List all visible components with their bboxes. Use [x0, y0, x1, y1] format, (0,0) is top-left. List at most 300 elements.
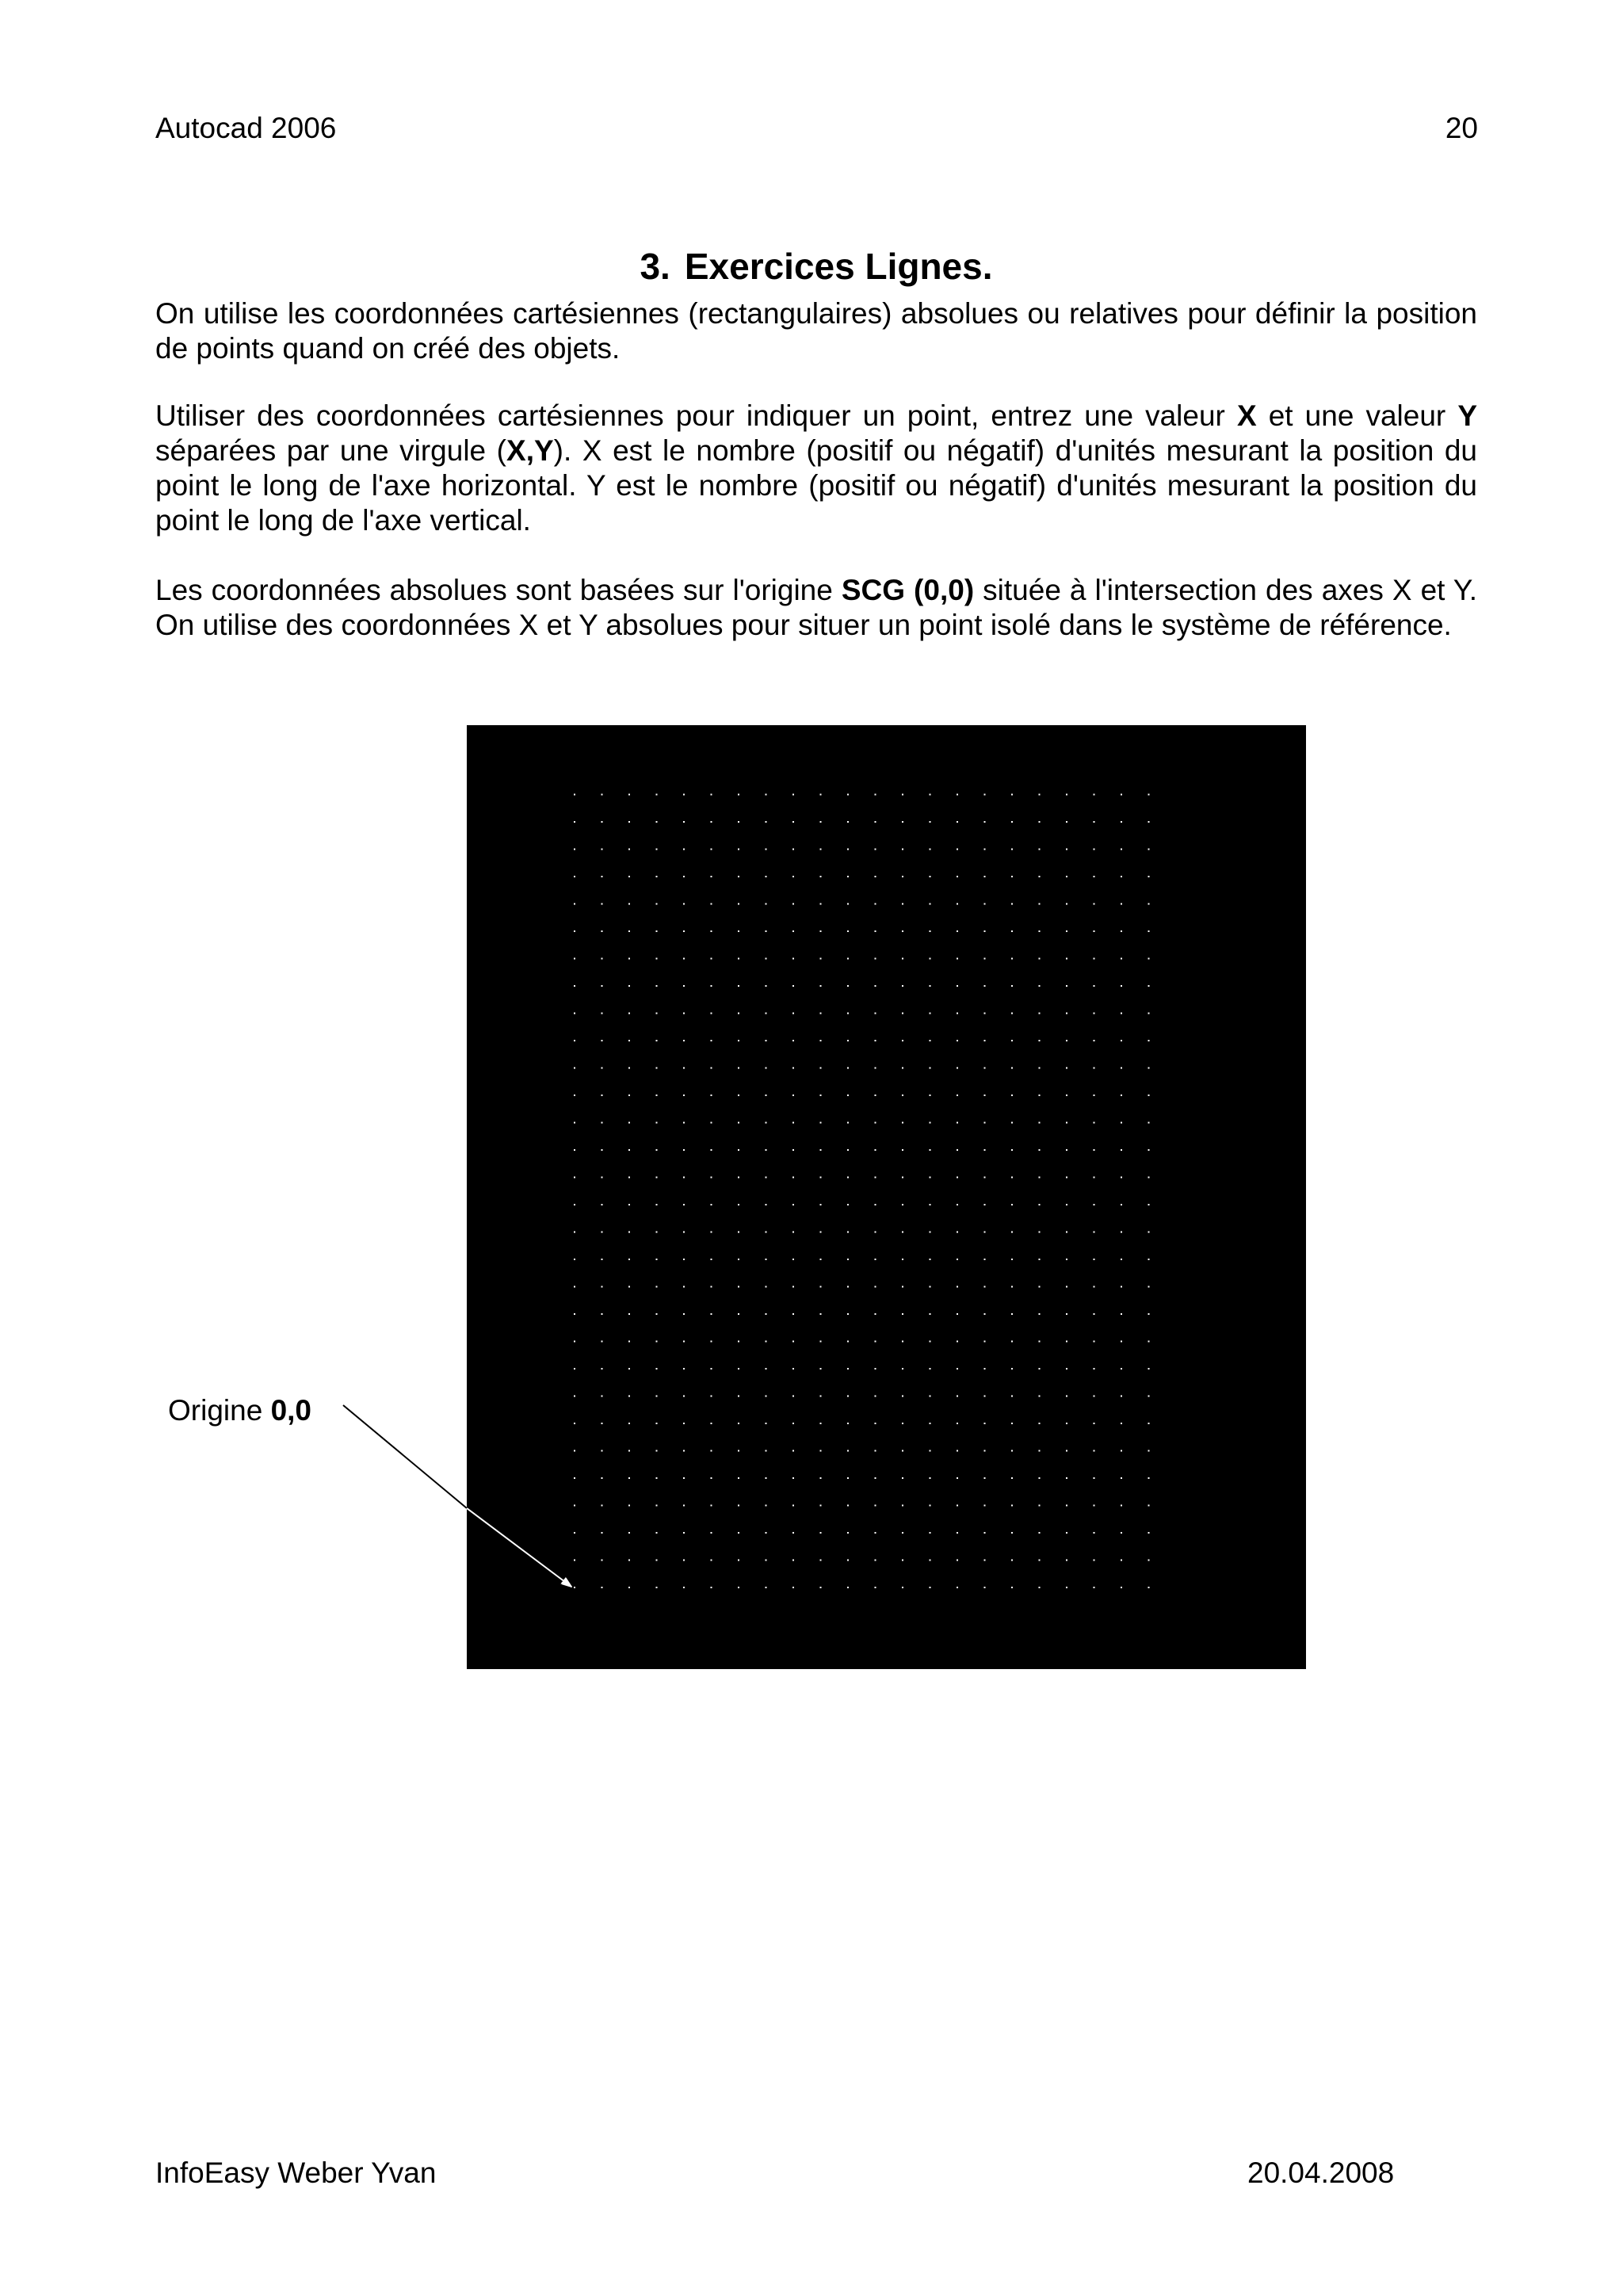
grid-dot	[656, 1423, 658, 1424]
grid-dot	[957, 1177, 958, 1179]
grid-dot	[601, 1396, 603, 1397]
grid-dot	[628, 1341, 630, 1343]
grid-dot	[1011, 849, 1013, 850]
grid-dot	[902, 1423, 903, 1424]
grid-dot	[574, 1450, 575, 1452]
grid-dot	[1039, 1259, 1041, 1260]
grid-dot	[766, 1040, 767, 1041]
grid-dot	[711, 849, 712, 850]
grid-dot	[957, 1450, 958, 1452]
grid-dot	[1121, 1313, 1122, 1315]
page-number: 20	[1445, 112, 1478, 144]
grid-dot	[683, 904, 685, 905]
grid-dot	[792, 1149, 794, 1151]
grid-dot	[902, 1286, 903, 1288]
grid-dot	[984, 1122, 986, 1124]
grid-dot	[792, 958, 794, 960]
grid-dot	[738, 1368, 739, 1370]
grid-dot	[1039, 1560, 1041, 1561]
grid-dot	[738, 1313, 739, 1315]
grid-dot	[656, 821, 658, 823]
grid-dot	[1094, 985, 1095, 987]
grid-dot	[628, 1259, 630, 1260]
grid-dot	[820, 1095, 822, 1096]
grid-dot	[711, 1068, 712, 1069]
grid-dot	[984, 849, 986, 850]
grid-dot	[711, 1313, 712, 1315]
grid-dot	[820, 985, 822, 987]
grid-dot	[628, 1286, 630, 1288]
grid-dot	[875, 1149, 876, 1151]
grid-dot	[820, 794, 822, 796]
grid-dot	[711, 1396, 712, 1397]
grid-dot	[738, 1423, 739, 1424]
grid-dot	[1148, 1149, 1150, 1151]
grid-dot	[1121, 1450, 1122, 1452]
grid-dot	[766, 904, 767, 905]
grid-dot	[738, 876, 739, 877]
grid-dot	[711, 876, 712, 877]
grid-dot	[930, 958, 931, 960]
grid-dot	[1066, 1423, 1067, 1424]
grid-dot	[1011, 904, 1013, 905]
grid-dot	[930, 1532, 931, 1534]
grid-dot	[574, 930, 575, 932]
grid-dot	[574, 1286, 575, 1288]
grid-dot	[930, 1149, 931, 1151]
grid-dot	[957, 821, 958, 823]
grid-dot	[656, 876, 658, 877]
grid-dot	[1011, 1368, 1013, 1370]
grid-dot	[792, 876, 794, 877]
grid-dot	[930, 1204, 931, 1205]
grid-dot	[957, 1286, 958, 1288]
grid-dot	[1148, 794, 1150, 796]
grid-dot	[601, 904, 603, 905]
grid-dot	[1148, 1068, 1150, 1069]
grid-dot	[792, 1423, 794, 1424]
grid-dot	[847, 1204, 849, 1205]
grid-dot	[1094, 1204, 1095, 1205]
grid-dot	[792, 1177, 794, 1179]
grid-dot	[1148, 1532, 1150, 1534]
grid-dot	[683, 1122, 685, 1124]
grid-dot	[574, 958, 575, 960]
grid-dot	[628, 1095, 630, 1096]
grid-dot	[792, 1341, 794, 1343]
grid-dot	[738, 1341, 739, 1343]
grid-dot	[1066, 849, 1067, 850]
grid-dot	[601, 1204, 603, 1205]
grid-dot	[683, 1313, 685, 1315]
grid-dot	[1094, 1177, 1095, 1179]
grid-dot	[766, 1149, 767, 1151]
grid-dot	[1148, 1450, 1150, 1452]
grid-dot	[628, 1450, 630, 1452]
grid-dot	[1011, 794, 1013, 796]
grid-dot	[1011, 1068, 1013, 1069]
grid-dot	[1039, 1587, 1041, 1588]
grid-dot	[628, 930, 630, 932]
grid-dot	[792, 1313, 794, 1315]
grid-dot	[1066, 1396, 1067, 1397]
grid-dot	[1094, 1040, 1095, 1041]
grid-dot	[1094, 821, 1095, 823]
grid-dot	[711, 1587, 712, 1588]
grid-dot	[984, 1204, 986, 1205]
grid-dot	[792, 1560, 794, 1561]
grid-dot	[628, 1313, 630, 1315]
grid-dot	[574, 794, 575, 796]
grid-dot	[711, 1122, 712, 1124]
grid-dot	[711, 1560, 712, 1561]
grid-dot	[601, 1232, 603, 1233]
grid-dot	[957, 849, 958, 850]
grid-dot	[847, 849, 849, 850]
paragraph-cartesian-text-b: et une valeur	[1256, 399, 1458, 432]
grid-dot	[711, 1423, 712, 1424]
grid-dot	[1094, 1122, 1095, 1124]
grid-dot	[1039, 1068, 1041, 1069]
grid-dot	[847, 1013, 849, 1014]
footer-author: InfoEasy Weber Yvan	[155, 2157, 437, 2189]
grid-dot	[957, 1368, 958, 1370]
grid-dot	[1094, 1532, 1095, 1534]
grid-dot	[902, 1232, 903, 1233]
grid-dot	[957, 1505, 958, 1507]
grid-dot	[1148, 1587, 1150, 1588]
grid-dot	[847, 930, 849, 932]
grid-dot	[1094, 1313, 1095, 1315]
grid-dot	[628, 1587, 630, 1588]
grid-dot	[1148, 930, 1150, 932]
grid-dot	[902, 1122, 903, 1124]
grid-dot	[574, 821, 575, 823]
grid-dot	[683, 1587, 685, 1588]
grid-dot	[1148, 849, 1150, 850]
grid-dot	[601, 1560, 603, 1561]
grid-dot	[1039, 1450, 1041, 1452]
grid-dot	[930, 1505, 931, 1507]
grid-dot	[656, 985, 658, 987]
grid-dot	[1148, 1341, 1150, 1343]
grid-dot	[738, 1505, 739, 1507]
grid-dot	[683, 1286, 685, 1288]
grid-dot	[628, 849, 630, 850]
grid-dot	[792, 930, 794, 932]
grid-dot	[574, 1040, 575, 1041]
grid-dot	[601, 1040, 603, 1041]
grid-dot	[1094, 1368, 1095, 1370]
grid-dot	[957, 1013, 958, 1014]
grid-dot	[1039, 1313, 1041, 1315]
grid-dot	[601, 1259, 603, 1260]
grid-dot	[738, 1532, 739, 1534]
grid-dot	[930, 1450, 931, 1452]
grid-dot	[984, 1532, 986, 1534]
grid-dot	[738, 1040, 739, 1041]
grid-dot	[875, 1368, 876, 1370]
grid-dot	[1011, 1313, 1013, 1315]
grid-dot	[1066, 1341, 1067, 1343]
grid-dot	[1094, 1095, 1095, 1096]
header-title: Autocad 2006	[155, 112, 337, 144]
grid-dot	[766, 876, 767, 877]
grid-dot	[902, 1149, 903, 1151]
grid-dot	[847, 904, 849, 905]
grid-dot	[1066, 930, 1067, 932]
grid-dot	[902, 1013, 903, 1014]
grid-dot	[1066, 1560, 1067, 1561]
grid-dot	[738, 1068, 739, 1069]
grid-dot	[1011, 985, 1013, 987]
grid-dot	[820, 1286, 822, 1288]
grid-dot	[574, 1204, 575, 1205]
grid-dot	[1039, 1423, 1041, 1424]
grid-dot	[820, 821, 822, 823]
grid-dot	[1094, 1068, 1095, 1069]
grid-dot	[1066, 1313, 1067, 1315]
grid-dot	[875, 1259, 876, 1260]
grid-dot	[1039, 849, 1041, 850]
grid-dot	[656, 930, 658, 932]
grid-dot	[1011, 1204, 1013, 1205]
grid-dot	[984, 1177, 986, 1179]
grid-dot	[711, 1259, 712, 1260]
grid-dot	[738, 1122, 739, 1124]
grid-dot	[820, 1587, 822, 1588]
grid-dot	[792, 1286, 794, 1288]
grid-dot	[820, 930, 822, 932]
grid-dot	[683, 1532, 685, 1534]
grid-dot	[930, 849, 931, 850]
grid-dot	[683, 821, 685, 823]
grid-dot	[875, 1177, 876, 1179]
grid-dot	[957, 1423, 958, 1424]
grid-dot	[902, 1532, 903, 1534]
grid-dot	[574, 1560, 575, 1561]
grid-dot	[957, 1560, 958, 1561]
grid-dot	[902, 1450, 903, 1452]
grid-dot	[1094, 1450, 1095, 1452]
grid-dot	[1039, 1122, 1041, 1124]
grid-dot	[656, 958, 658, 960]
grid-dot	[766, 1560, 767, 1561]
grid-dot	[1039, 821, 1041, 823]
grid-dot	[766, 1341, 767, 1343]
origin-label-text: Origine	[168, 1394, 271, 1427]
grid-dot	[738, 958, 739, 960]
grid-dot	[820, 1505, 822, 1507]
grid-dot	[711, 1505, 712, 1507]
grid-dot	[902, 1040, 903, 1041]
grid-dot	[683, 1560, 685, 1561]
grid-dot	[656, 1477, 658, 1479]
grid-dot	[930, 985, 931, 987]
grid-dot	[1011, 876, 1013, 877]
grid-dot	[957, 794, 958, 796]
grid-dot	[601, 1313, 603, 1315]
grid-dot	[766, 1177, 767, 1179]
grid-dot	[792, 1122, 794, 1124]
grid-dot	[902, 1587, 903, 1588]
grid-dot	[792, 794, 794, 796]
grid-dot	[601, 794, 603, 796]
grid-dot	[766, 958, 767, 960]
grid-dot	[656, 1232, 658, 1233]
grid-dot	[656, 1313, 658, 1315]
grid-dot	[1094, 1259, 1095, 1260]
grid-dot	[902, 1259, 903, 1260]
grid-dot	[683, 1477, 685, 1479]
grid-dot	[1148, 1368, 1150, 1370]
grid-dot	[847, 1122, 849, 1124]
grid-dot	[711, 1177, 712, 1179]
grid-dot	[847, 1149, 849, 1151]
grid-dot	[628, 876, 630, 877]
grid-dot	[1121, 1122, 1122, 1124]
grid-dot	[656, 1396, 658, 1397]
grid-dot	[902, 1396, 903, 1397]
grid-dot	[930, 1177, 931, 1179]
grid-dot	[875, 1396, 876, 1397]
grid-dot	[711, 904, 712, 905]
grid-dot	[957, 1068, 958, 1069]
grid-dot	[847, 1505, 849, 1507]
grid-dot	[711, 930, 712, 932]
grid-dot	[1148, 1477, 1150, 1479]
grid-dot	[957, 1232, 958, 1233]
grid-dot	[683, 1259, 685, 1260]
grid-dot	[711, 1040, 712, 1041]
grid-dot	[820, 876, 822, 877]
grid-dot	[574, 849, 575, 850]
grid-dot	[738, 1450, 739, 1452]
grid-dot	[1148, 1423, 1150, 1424]
grid-dot	[766, 1095, 767, 1096]
grid-dot	[711, 1013, 712, 1014]
grid-dot	[1011, 1450, 1013, 1452]
grid-dot	[1066, 1095, 1067, 1096]
grid-dot	[683, 958, 685, 960]
grid-dot	[820, 1313, 822, 1315]
grid-dot	[847, 958, 849, 960]
grid-dot	[738, 794, 739, 796]
grid-dot	[820, 1040, 822, 1041]
grid-dot	[738, 1232, 739, 1233]
grid-dot	[930, 1396, 931, 1397]
grid-dot	[601, 1013, 603, 1014]
grid-dot	[902, 1341, 903, 1343]
section-number: 3.	[640, 246, 670, 287]
grid-dot	[957, 1259, 958, 1260]
grid-dot	[875, 1560, 876, 1561]
grid-dot	[1148, 1013, 1150, 1014]
grid-dot	[957, 1532, 958, 1534]
grid-dot	[766, 1232, 767, 1233]
grid-dot	[574, 1587, 575, 1588]
grid-dot	[711, 794, 712, 796]
grid-dot	[1148, 1259, 1150, 1260]
grid-dot	[1121, 1013, 1122, 1014]
grid-dot	[766, 1396, 767, 1397]
grid-dot	[930, 904, 931, 905]
grid-dot	[574, 1313, 575, 1315]
grid-dot	[847, 1368, 849, 1370]
grid-dot	[601, 930, 603, 932]
grid-dot	[1094, 849, 1095, 850]
grid-dot	[902, 821, 903, 823]
grid-dot	[957, 876, 958, 877]
grid-dot	[902, 1313, 903, 1315]
footer-date: 20.04.2008	[1247, 2157, 1395, 2189]
grid-dot	[628, 1068, 630, 1069]
grid-dot	[1121, 1149, 1122, 1151]
grid-dot	[930, 1368, 931, 1370]
grid-dot	[957, 1204, 958, 1205]
grid-dot	[1011, 1149, 1013, 1151]
grid-dot	[738, 1149, 739, 1151]
grid-dot	[1011, 821, 1013, 823]
grid-dot	[875, 821, 876, 823]
grid-dot	[930, 1013, 931, 1014]
grid-dot	[1121, 1232, 1122, 1233]
grid-dot	[1011, 1259, 1013, 1260]
grid-dot	[738, 1396, 739, 1397]
grid-dot	[984, 876, 986, 877]
grid-dot	[711, 958, 712, 960]
grid-dot	[1039, 1368, 1041, 1370]
grid-dot	[930, 1232, 931, 1233]
grid-dot	[930, 1259, 931, 1260]
grid-dot	[628, 1204, 630, 1205]
grid-dot	[601, 1368, 603, 1370]
grid-dot	[1066, 1286, 1067, 1288]
grid-dot	[656, 1204, 658, 1205]
grid-dot	[1121, 1341, 1122, 1343]
grid-dot	[930, 794, 931, 796]
grid-dot	[656, 1505, 658, 1507]
grid-dot	[1148, 1286, 1150, 1288]
grid-dot	[1011, 1505, 1013, 1507]
grid-dot	[1066, 821, 1067, 823]
grid-dot	[601, 1068, 603, 1069]
grid-dot	[1066, 1013, 1067, 1014]
grid-dot	[628, 821, 630, 823]
grid-dot	[984, 985, 986, 987]
grid-dot	[683, 1013, 685, 1014]
grid-dots	[467, 725, 1306, 1669]
grid-dot	[1011, 1560, 1013, 1561]
grid-dot	[984, 1149, 986, 1151]
grid-dot	[792, 1232, 794, 1233]
grid-dot	[984, 1477, 986, 1479]
grid-dot	[1148, 1122, 1150, 1124]
grid-dot	[984, 821, 986, 823]
grid-dot	[628, 1505, 630, 1507]
grid-dot	[984, 1259, 986, 1260]
grid-dot	[574, 1368, 575, 1370]
grid-dot	[1011, 1396, 1013, 1397]
grid-dot	[1094, 1013, 1095, 1014]
grid-dot	[1066, 1204, 1067, 1205]
grid-dot	[820, 958, 822, 960]
grid-dot	[601, 1532, 603, 1534]
grid-dot	[820, 1232, 822, 1233]
grid-dot	[957, 985, 958, 987]
grid-dot	[1121, 930, 1122, 932]
grid-dot	[957, 1095, 958, 1096]
